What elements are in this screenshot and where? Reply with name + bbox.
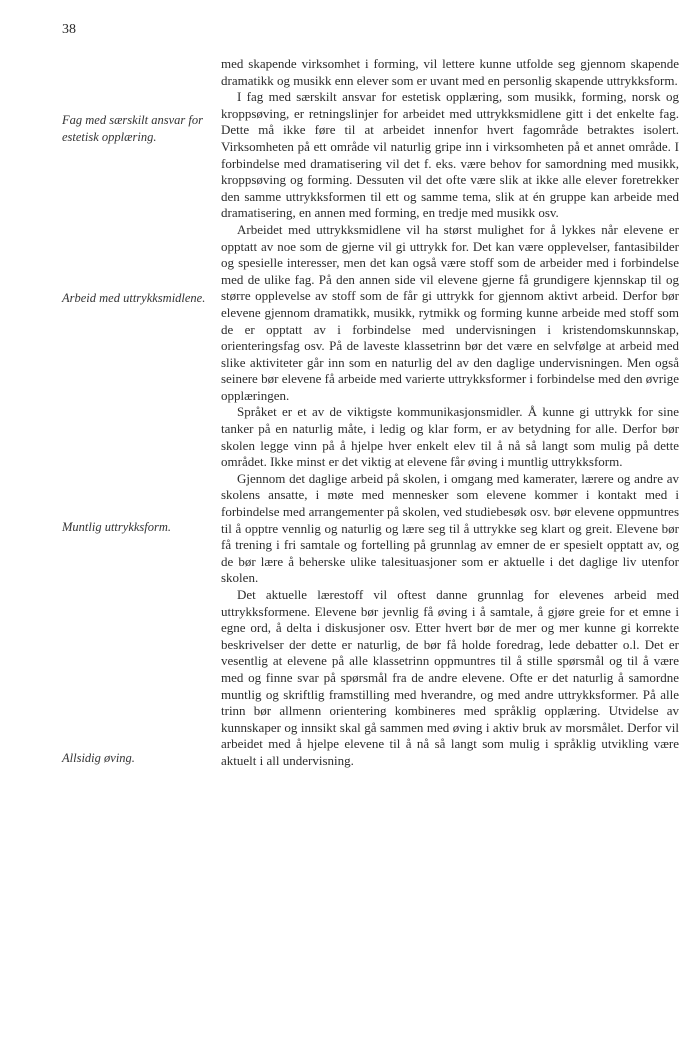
paragraph: Gjennom det daglige arbeid på skolen, i omgang med kamerater, lærere og andre av skolens ansatte, i møte med mennesker som elevene kommer i kontakt med i forbindelse med arrangementer på skolen, ved studiebesøk osv. bør elevene oppmuntres til å opptre vennlig og naturlig og lære seg til å uttrykke seg klart og greit. Elevene bør få trening i fri samtale og fortelling på grunnlag av emner de er spesielt opptatt av, og de bør lære å beherske ulike talesituasjoner som er aktuelle i det daglige liv utenfor skolen.	[221, 470, 679, 586]
body-text	[221, 56, 679, 770]
paragraph: Det aktuelle lærestoff vil oftest danne grunnlag for elevenes arbeid med uttrykksformene. Elevene bør jevnlig få øving i å samtale, å gjøre greie for et emne i egne ord, å delta i diskusjoner osv. Etter hvert bør de mer og mer kunne gi korrekte beskrivelser der dette er naturlig, de bør få holde foredrag, lede debatter o.l. Det er vesentlig at elevene på alle klassetrinn oppmuntres til å stille spørsmål og til å være med og finne svar på spørsmål fra de andre elevene. Ofte er det naturlig å samordne muntlig og skriftlig framstilling med hverandre, og med andre uttrykksformer. På alle trinn bør allmenn orientering kombineres med språklig opplæring. Utvidelse av kunnskaper og innsikt skal gå sammen med øving i aktiv bruk av morsmålet. Derfor vil arbeidet med å hjelpe elevene til å nå så langt som mulig i språklig utvikling være aktuelt i all undervisning.	[221, 587, 679, 768]
paragraph: Arbeidet med uttrykksmidlene vil ha størst mulighet for å lykkes når elevene er opptatt av noe som de gjerne vil gi uttrykk for. Det kan være opplevelser, fantasibilder og spesielle interesser, men det kan også være stoff som de arbeider med i forbindelse med de ulike fag. På den annen side vil elevene gjerne få grundigere kjennskap til og større opplevelse av stoff som de får gi uttrykk for gjennom aktivt arbeid. Derfor bør elevene gjennom dramatikk, musikk, rytmikk og forming kunne arbeide med stoff som de er opptatt av i forbindelse med undervisningen i kristendomskunnskap, orienteringsfag osv. På de laveste klassetrinn bør det være en selvfølge at arbeid med slike aktiviteter går inn som en naturlig del av den daglige undervisningen. Men også seinere bør elevene få arbeide med varierte uttrykksformer i forbindelse med den øvrige opplæringen.	[221, 221, 679, 403]
margin-note-estetisk: Fag med særskilt ansvar for estetisk opplæring.	[62, 113, 203, 144]
paragraph: I fag med særskilt ansvar for estetisk opplæring, som musikk, forming, norsk og kroppsøving, er retningslinjer for arbeidet med uttrykksmidlene gitt i det enkelte fag. Dette må ikke føre til at arbeidet innenfor hvert fagområde betraktes isolert. Virksomheten på ett område vil naturlig gripe inn i virksomheten på et annet område. I forbindelse med dramatisering vil det f. eks. være behov for samordning med musikk, kroppsøving og forming. Dessuten vil det ofte være slik at ikke alle elever foretrekker den samme uttrykksformen til ett og samme tema, slik at én gruppe kan arbeide med dramatisering, en annen med forming, en tredje med musikk osv.	[221, 89, 679, 221]
paragraph: med skapende virksomhet i forming, vil lettere kunne utfolde seg gjennom skapende dramatikk og musikk enn elever som er uvant med en personlig skapende uttrykksform.	[221, 56, 679, 88]
paragraph: Språket er et av de viktigste kommunikasjonsmidler. Å kunne gi uttrykk for sine tanker på en naturlig måte, i ledig og klar form, er av betydning for alle. Derfor bør skolen legge vinn på å hjelpe hver enkelt elev til å nå så langt som mulig på dette området. Ikke minst er det viktig at elevene får øving i muntlig uttrykksform.	[221, 404, 679, 470]
margin-note-allsidig: Allsidig øving.	[62, 751, 135, 765]
page-number: 38	[62, 22, 76, 37]
margin-note-uttrykksmidlene: Arbeid med uttrykksmidlene.	[62, 291, 206, 305]
margin-note-muntlig: Muntlig uttrykksform.	[62, 520, 172, 534]
